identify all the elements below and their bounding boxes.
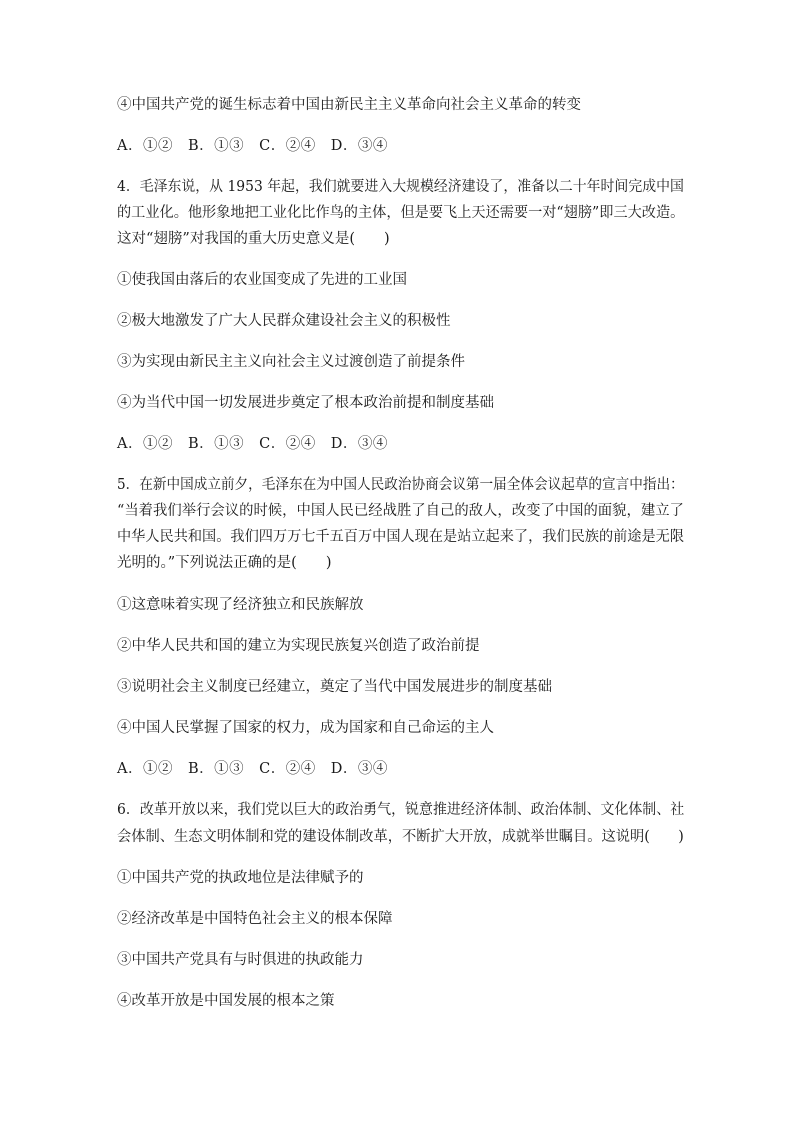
- q5-stem-line-3: 中华人民共和国。我们四万万七千五百万中国人现在是站立起来了，我们民族的前途是无限: [117, 529, 685, 545]
- q4-stem-line-2: 的工业化。他形象地把工业化比作鸟的主体，但是要飞上天还需要一对“翅膀”即三大改造。: [117, 205, 685, 221]
- q4-item-4: ④为当代中国一切发展进步奠定了根本政治前提和制度基础: [117, 395, 494, 411]
- q4-item-2: ②极大地激发了广大人民群众建设社会主义的积极性: [117, 313, 451, 329]
- q6-item-1: ①中国共产党的执政地位是法律赋予的: [117, 870, 364, 886]
- q5-stem-line-4: 光明的。”下列说法正确的是( ): [117, 555, 332, 571]
- q5-item-2: ②中华人民共和国的建立为实现民族复兴创造了政治前提: [117, 638, 480, 654]
- q4-options: A．①② B．①③ C．②④ D．③④: [117, 436, 388, 452]
- q5-stem-line-1: 5．在新中国成立前夕，毛泽东在为中国人民政治协商会议第一届全体会议起草的宣言中指出：: [117, 477, 684, 493]
- q3-item-4: ④中国共产党的诞生标志着中国由新民主主义革命向社会主义革命的转变: [117, 97, 581, 113]
- q6-item-4: ④改革开放是中国发展的根本之策: [117, 993, 335, 1009]
- q4-item-1: ①使我国由落后的农业国变成了先进的工业国: [117, 272, 407, 288]
- q5-options: A．①② B．①③ C．②④ D．③④: [117, 761, 388, 777]
- q4-stem-line-3: 这对“翅膀”对我国的重大历史意义是( ): [117, 231, 390, 247]
- q5-item-3: ③说明社会主义制度已经建立，奠定了当代中国发展进步的制度基础: [117, 679, 552, 695]
- q6-item-3: ③中国共产党具有与时俱进的执政能力: [117, 952, 364, 968]
- q3-options: A．①② B．①③ C．②④ D．③④: [117, 138, 388, 154]
- q6-stem-line-2: 会体制、生态文明体制和党的建设体制改革，不断扩大开放，成就举世瞩目。这说明( ): [117, 829, 684, 845]
- q6-stem-line-1: 6．改革开放以来，我们党以巨大的政治勇气，锐意推进经济体制、政治体制、文化体制、社: [117, 802, 685, 818]
- q5-item-4: ④中国人民掌握了国家的权力，成为国家和自己命运的主人: [117, 720, 494, 736]
- q6-item-2: ②经济改革是中国特色社会主义的根本保障: [117, 911, 393, 927]
- q5-item-1: ①这意味着实现了经济独立和民族解放: [117, 597, 364, 613]
- q4-stem-line-1: 4．毛泽东说，从 1953 年起，我们就要进入大规模经济建设了，准备以二十年时间完成中国: [117, 179, 684, 195]
- q4-item-3: ③为实现由新民主主义向社会主义过渡创造了前提条件: [117, 354, 465, 370]
- q5-stem-line-2: “当着我们举行会议的时候，中国人民已经战胜了自己的敌人，改变了中国的面貌，建立了: [117, 503, 684, 519]
